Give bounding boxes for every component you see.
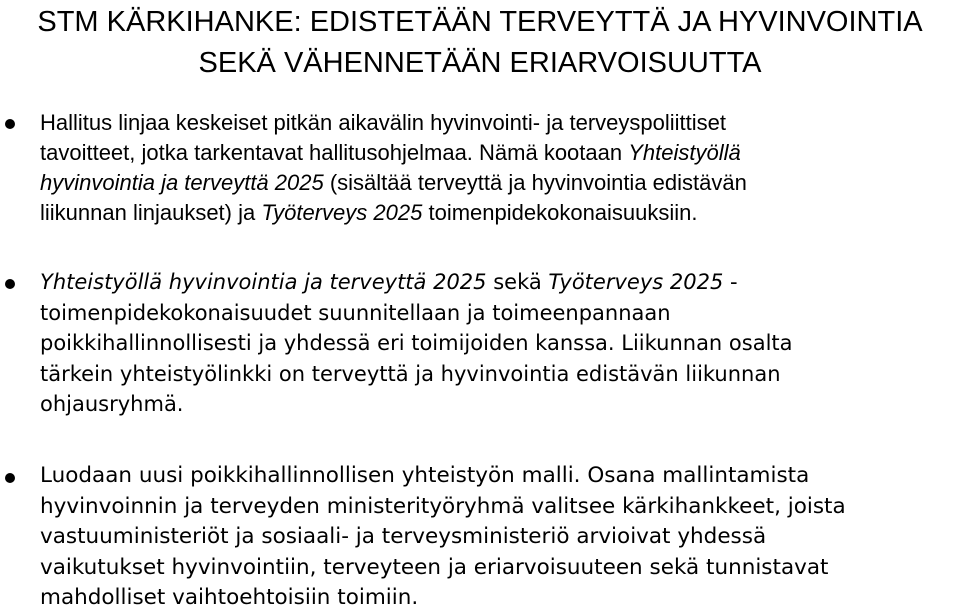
bullet-2-line-2 (40, 298, 960, 329)
text-run: ohjausryhmä. (40, 392, 184, 416)
text-run: Luodaan uusi poikkihallinnollisen yhteistyön malli. Osana mallintamista (40, 463, 810, 488)
text-run: tavoitteet, jotka tarkentavat hallitusohjelmaa. Nämä kootaan (40, 140, 629, 165)
text-run: (sisältää terveyttä ja hyvinvointia edistävän (323, 170, 747, 195)
bullet-3-line-4 (40, 553, 960, 584)
bullet-dot-icon (5, 119, 15, 129)
bullet-3-line-2 (40, 492, 960, 523)
italic-text: Työterveys 2025 (261, 200, 423, 225)
bullet-2-line-3 (40, 328, 960, 359)
bullet-1-line-1 (40, 108, 960, 138)
bullet-text-2 (40, 267, 960, 420)
slide-title (0, 2, 960, 84)
bullet-dot-icon (5, 279, 15, 289)
text-run: toimenpidekokonaisuuksiin. (422, 200, 698, 225)
text-run: poikkihallinnollisesti ja yhdessä eri toimijoiden kanssa. Liikunnan osalta (40, 331, 793, 355)
text-run: liikunnan linjaukset) ja (40, 200, 262, 225)
bullet-3-line-3 (40, 522, 960, 553)
text-run: mahdolliset vaihtoehtoisiin toimiin. (40, 585, 419, 610)
text-run: Hallitus linjaa keskeiset pitkän aikavälin hyvinvointi- ja terveyspoliittiset (40, 110, 726, 135)
bullet-2-line-4 (40, 359, 960, 390)
italic-text: Yhteistyöllä (628, 140, 741, 165)
bullet-3-line-1 (40, 461, 960, 492)
bullet-1-line-2 (40, 138, 960, 168)
bullet-dot-icon (5, 473, 15, 483)
text-run: sekä (486, 270, 549, 294)
text-run: vastuuministeriöt ja sosiaali- ja terveysministeriö arvioivat yhdessä (40, 524, 767, 549)
slide-title-line-1: STM KÄRKIHANKE: EDISTETÄÄN TERVEYTTÄ JA HYVINVOINTIA (37, 6, 923, 38)
bullet-1-line-4 (40, 198, 960, 228)
bullet-3-line-5 (40, 583, 960, 614)
bullet-1-line-3 (40, 168, 960, 198)
italic-text: Työterveys 2025 (548, 270, 724, 294)
bullet-2-line-5 (40, 389, 960, 420)
text-run: - (723, 270, 738, 294)
bullet-text-1 (40, 108, 960, 228)
text-run: toimenpidekokonaisuudet suunnitellaan ja toimeenpannaan (40, 300, 671, 325)
slide-title-line-2: SEKÄ VÄHENNETÄÄN ERIARVOISUUTTA (198, 47, 762, 79)
bullet-text-3 (40, 461, 960, 614)
italic-text: Yhteistyöllä hyvinvointia ja terveyttä 2025 (40, 270, 487, 294)
text-run: tärkein yhteistyölinkki on terveyttä ja hyvinvointia edistävän liikunnan (40, 361, 781, 386)
text-run: hyvinvoinnin ja terveyden ministerityöryhmä valitsee kärkihankkeet, joista (40, 493, 846, 519)
italic-text: hyvinvointia ja terveyttä 2025 (40, 170, 324, 195)
bullet-2-line-1 (40, 267, 960, 298)
text-run: vaikutukset hyvinvointiin, terveyteen ja eriarvoisuuteen sekä tunnistavat (40, 554, 829, 580)
